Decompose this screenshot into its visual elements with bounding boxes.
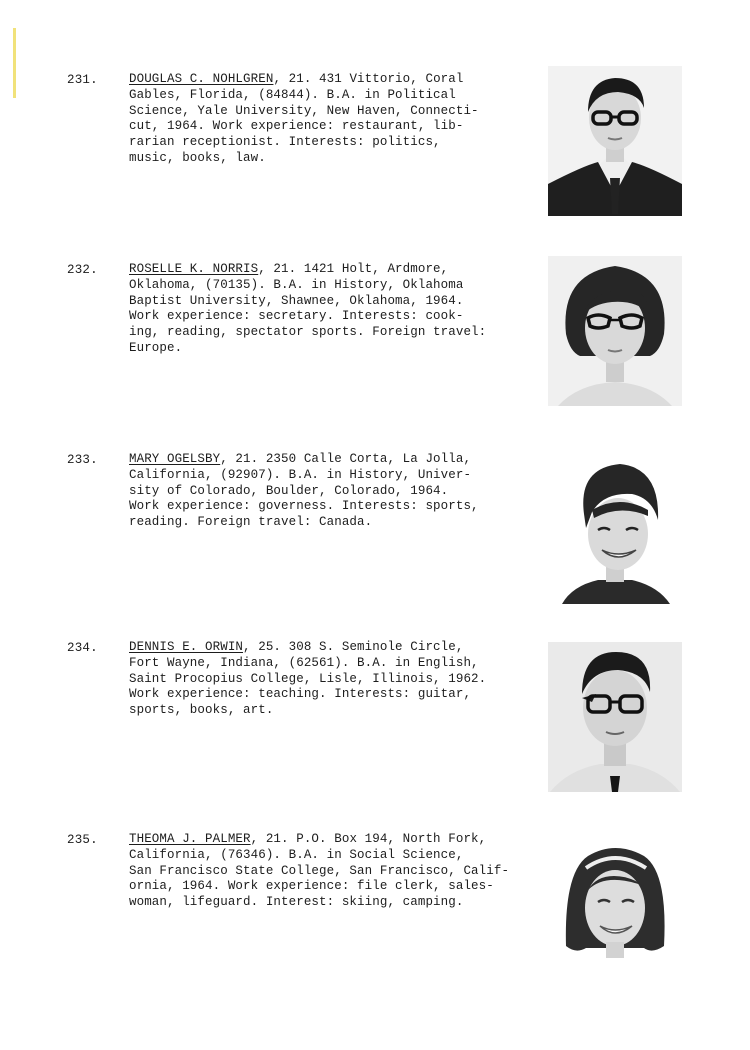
entry-line: Baptist University, Shawnee, Oklahoma, 1964. <box>129 293 464 308</box>
entry-first-line <box>129 640 524 656</box>
entry-line: sports, books, art. <box>129 703 274 718</box>
entry-first-line <box>129 832 524 848</box>
entry-line: ornia, 1964. Work experience: file clerk, sales- <box>129 879 494 894</box>
portrait-photo <box>548 66 682 216</box>
portrait-photo <box>548 454 682 604</box>
entry-number: 231. <box>67 73 98 87</box>
entry-line: woman, lifeguard. Interest: skiing, camping. <box>129 895 464 910</box>
entry-line: , 21. 2350 Calle Corta, La Jolla, <box>220 452 472 466</box>
portrait-man-glasses-icon <box>548 642 682 792</box>
entry-name: DENNIS E. ORWIN <box>129 640 244 654</box>
entry-line: Saint Procopius College, Lisle, Illinois, 1962. <box>129 671 487 686</box>
entry-line: , 21. 431 Vittorio, Coral <box>273 72 464 86</box>
entry-text <box>129 452 524 531</box>
entry-line: cut, 1964. Work experience: restaurant, lib- <box>129 119 464 134</box>
entry-first-line <box>129 452 524 468</box>
entry-line: sity of Colorado, Boulder, Colorado, 1964. <box>129 483 449 498</box>
portrait-photo <box>548 256 682 406</box>
entry-line: reading. Foreign travel: Canada. <box>129 515 373 530</box>
entry-line: Oklahoma, (70135). B.A. in History, Oklahoma <box>129 277 464 292</box>
entry-line: rarian receptionist. Interests: politics, <box>129 135 441 150</box>
entry-line: , 21. P.O. Box 194, North Fork, <box>250 832 487 846</box>
portrait-man-glasses-tie-icon <box>548 66 682 216</box>
entry-text <box>129 640 524 719</box>
page-edge-mark <box>13 28 16 98</box>
entry-name: THEOMA J. PALMER <box>129 832 251 846</box>
entry-number: 234. <box>67 641 98 655</box>
entry-name: ROSELLE K. NORRIS <box>129 262 259 276</box>
entry-line: music, books, law. <box>129 150 266 165</box>
entry-line: , 25. 308 S. Seminole Circle, <box>243 640 464 654</box>
entry-first-line <box>129 72 524 88</box>
portrait-woman-glasses-icon <box>548 256 682 406</box>
entry-name: DOUGLAS C. NOHLGREN <box>129 72 274 86</box>
entry-number: 235. <box>67 833 98 847</box>
entry-line: Science, Yale University, New Haven, Connecti- <box>129 103 479 118</box>
entry-line: ing, reading, spectator sports. Foreign travel: <box>129 325 487 340</box>
entry-first-line <box>129 262 524 278</box>
entry-name: MARY OGELSBY <box>129 452 221 466</box>
entry-text <box>129 262 524 357</box>
portrait-photo <box>548 832 682 982</box>
entry-line: California, (92907). B.A. in History, Univer- <box>129 467 472 482</box>
entry-line: Work experience: teaching. Interests: guitar, <box>129 687 472 702</box>
entry-line: Gables, Florida, (84844). B.A. in Political <box>129 87 456 102</box>
entry-line: San Francisco State College, San Francisco, Calif- <box>129 863 510 878</box>
entry-number: 233. <box>67 453 98 467</box>
portrait-woman-headband-icon <box>548 832 682 982</box>
entry-text <box>129 832 524 911</box>
entry-line: Fort Wayne, Indiana, (62561). B.A. in English, <box>129 655 479 670</box>
entry-text <box>129 72 524 167</box>
entry-line: Work experience: governess. Interests: sports, <box>129 499 479 514</box>
entry-line: , 21. 1421 Holt, Ardmore, <box>258 262 449 276</box>
entry-line: Work experience: secretary. Interests: cook- <box>129 309 464 324</box>
portrait-woman-smiling-icon <box>548 454 682 604</box>
entry-line: California, (76346). B.A. in Social Science, <box>129 847 464 862</box>
entry-line: Europe. <box>129 340 183 355</box>
portrait-photo <box>548 642 682 792</box>
entry-number: 232. <box>67 263 98 277</box>
